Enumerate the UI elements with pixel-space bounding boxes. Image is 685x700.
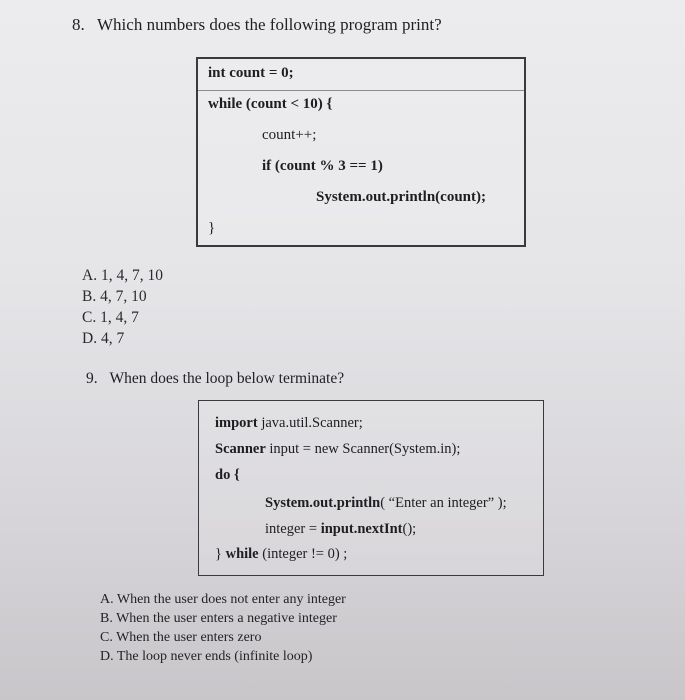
option-text: 4, 7 xyxy=(100,330,125,347)
question-9-code-box xyxy=(198,400,544,576)
option-c xyxy=(82,307,163,328)
code-text: ( “Enter an integer” ); xyxy=(380,495,507,511)
option-d xyxy=(82,328,163,349)
option-a xyxy=(82,265,163,286)
option-letter: C. xyxy=(100,630,113,645)
code-line-3: do { xyxy=(215,467,240,483)
question-9-text: When does the loop below terminate? xyxy=(109,370,345,387)
option-letter: B. xyxy=(82,288,97,305)
code-line-6 xyxy=(215,546,347,563)
option-letter: A. xyxy=(100,592,114,607)
question-9-options xyxy=(100,590,346,666)
code-line-1 xyxy=(215,415,363,432)
question-8-options xyxy=(82,265,163,349)
code-line-5: System.out.println(count); xyxy=(316,189,487,205)
code-line-4 xyxy=(265,495,507,512)
code-line-5 xyxy=(265,521,416,538)
code-text: integer = xyxy=(265,521,321,537)
code-keyword: import xyxy=(215,415,258,431)
option-text: When the user does not enter any integer xyxy=(116,592,346,607)
option-b xyxy=(82,286,163,307)
option-text: 1, 4, 7, 10 xyxy=(100,267,163,284)
option-c xyxy=(100,628,346,647)
code-text: input = new Scanner(System.in); xyxy=(265,441,461,457)
question-8-title xyxy=(72,15,442,35)
code-line-1: int count = 0; xyxy=(208,65,294,81)
option-letter: C. xyxy=(82,309,97,326)
option-b xyxy=(100,609,346,628)
code-keyword: System.out.println xyxy=(265,495,381,511)
option-letter: B. xyxy=(100,611,113,626)
code-line-2 xyxy=(208,96,332,113)
code-line-6: } xyxy=(208,220,216,236)
code-text: (); xyxy=(402,521,417,537)
code-keyword: Scanner xyxy=(215,441,266,457)
option-letter: D. xyxy=(82,330,98,347)
option-letter: D. xyxy=(100,649,114,664)
code-line-2 xyxy=(215,441,460,458)
code-keyword: while xyxy=(225,546,259,562)
code-text: } xyxy=(215,546,226,562)
question-9-title xyxy=(86,370,344,388)
option-text: When the user enters zero xyxy=(116,630,262,645)
option-text: 4, 7, 10 xyxy=(100,288,147,305)
code-line-3: count++; xyxy=(262,127,317,143)
question-8-text: Which numbers does the following program print? xyxy=(97,15,442,34)
question-8-number: 8. xyxy=(72,15,85,34)
code-line-2-text: while (count < 10) { xyxy=(208,96,333,112)
option-a xyxy=(100,590,346,609)
option-letter: A. xyxy=(82,267,98,284)
question-8-code-box xyxy=(196,57,526,247)
code-line-4: if (count % 3 == 1) xyxy=(262,158,383,174)
question-9-number: 9. xyxy=(86,370,98,387)
option-text: The loop never ends (infinite loop) xyxy=(116,649,313,664)
option-d xyxy=(100,647,346,666)
code-box-divider xyxy=(198,90,524,91)
code-text: java.util.Scanner; xyxy=(257,415,363,431)
code-text: (integer != 0) ; xyxy=(258,546,348,562)
option-text: 1, 4, 7 xyxy=(100,309,139,326)
option-text: When the user enters a negative integer xyxy=(116,611,337,626)
code-keyword: input.nextInt xyxy=(320,521,403,537)
